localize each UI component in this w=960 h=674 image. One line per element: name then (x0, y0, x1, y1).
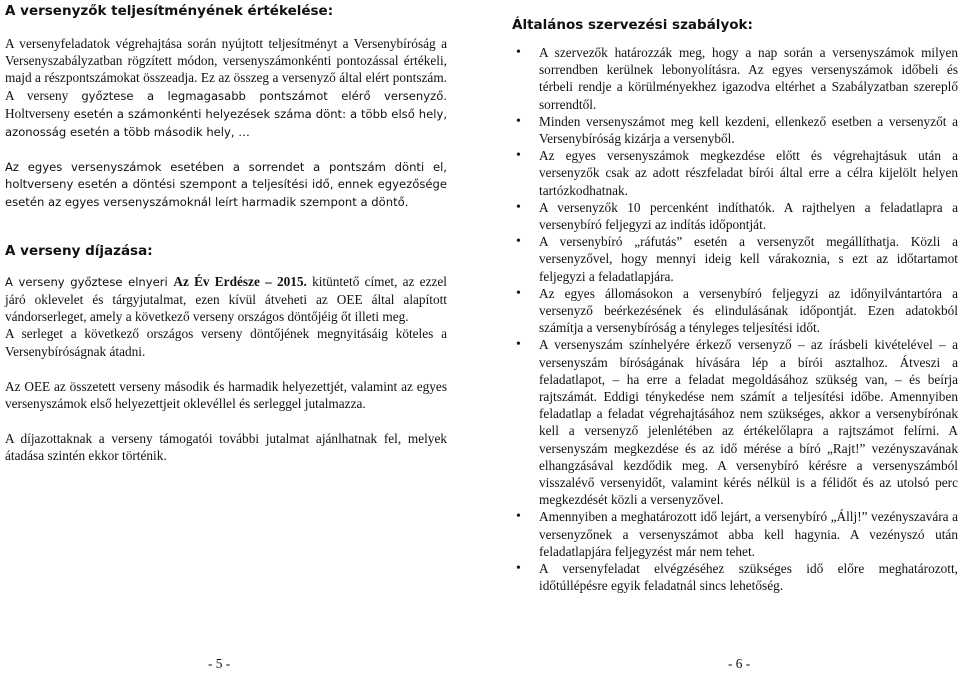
left-page (5, 0, 447, 465)
list-item: • Az egyes versenyszámok megkezdése előtt és végrehajtásuk után a versenyzők csak az adott részfeladat bírói által erre a célra kijelölt helyen tartózkodhatnak. (512, 147, 958, 199)
list-item: • Minden versenyszámot meg kell kezdeni, ellenkező esetben a versenyzőt a Versenybíróság kizárja a versenyből. (512, 113, 958, 147)
paragraph-evaluation (5, 35, 447, 141)
page-number-right: - 6 - (728, 656, 751, 671)
rules-list (512, 44, 958, 595)
list-item: • Az egyes állomásokon a versenybíró feljegyzi az időnyilvántartóra a versenyző beérkezésének és elindulásának időpontját. Ezen adatokból számítja a versenybíróság a tényleges teljesítési időt. (512, 285, 958, 337)
right-page (512, 0, 958, 595)
list-item: • A szervezők határozzák meg, hogy a nap során a versenyszámok milyen sorrendben kerülnek lebonyolításra. Az egyes versenyszámok időbeli és térbeli rendje a körülményekhez igazodva eltérhet a Szabályzatban szereplő sorrendtől. (512, 44, 958, 113)
list-item: • A versenyszám színhelyére érkező versenyző – az írásbeli kivételével – a versenyszám bíróságának hívására lép a bírói asztalhoz. Átveszi a feladatlapot, – ha erre a feladat megoldásához szükség van, – és beírja rajtszámát. Eddigi ténykedése nem számít a teljesítési időbe. Amennyiben feladatlap a feladat végrehajtásához nem szükséges, akkor a versenybírónak kell a versenyző jelenlétében az értékelőlapra a rajtszámot felírni. A versenyszám megkezdése és az idő mérése a bíró „Rajt!” vezényszavának elhangzásával kezdődik meg. A versenybíró kérésre a versenyszámból visszalévő versenyidőt, valamint kérés nélkül is a félidőt és az utolsó perc megkezdését közli a versenyzővel. (512, 336, 958, 508)
list-item: • A versenyzők 10 percenként indíthatók. A rajthelyen a feladatlapra a versenybíró feljegyzi az indítás időpontját. (512, 199, 958, 233)
prize-intro: A verseny győztese elnyeri (5, 274, 174, 289)
list-item: • A versenyfeladat elvégzéséhez szükséges idő előre meghatározott, időtúllépésre egyik feladatnál sincs lehetőség. (512, 560, 958, 594)
page-number-left: - 5 - (208, 656, 231, 671)
evaluation-text: A versenyfeladatok végrehajtása során nyújtott teljesítményt a Versenybíróság a Versenyszabályzatban rögzített módon, versenyszámonkénti pontozással értékeli, majd a részpontszámokat összeadja. Ez az összeg a versenyző által elért pontszám. A verseny (5, 36, 447, 103)
tie-text: Holtverseny (5, 105, 70, 121)
paragraph-order: Az egyes versenyszámok esetében a sorrendet a pontszám dönti el, holtverseny esetén a döntési szempont a teljesítési idő, ennek egyezősége esetén az egyes versenyszámoknál leírt harmadik szempont a döntő. (5, 160, 447, 209)
paragraph-sponsor-awards: A díjazottaknak a verseny támogatói további jutalmat ajánlhatnak fel, melyek átadása szintén ekkor történik. (5, 431, 447, 464)
paragraph-trophy-return: A serleget a következő országos verseny döntőjének megnyitásáig köteles a Versenybíróságnak átadni. (5, 326, 447, 359)
paragraph-runner-up-awards: Az OEE az összetett verseny második és harmadik helyezettjét, valamint az egyes versenyszámok első helyezettjeit oklevéllel és serleggel jutalmazza. (5, 378, 447, 412)
prize-details: kitüntető címet, az ezzel járó oklevelet és tárgyjutalmat, ezen kívül átveheti az OEE által alapított vándorserleget, amely a következő verseny országos döntőjéig őt illeti meg. (5, 273, 447, 325)
tie-rule-text: esetén a számonkénti helyezések száma dönt: a több első hely, azonosság esetén a több második hely, … (5, 106, 447, 140)
award-title: Az Év Erdésze – 2015. (173, 273, 307, 289)
list-item: • Amennyiben a meghatározott idő lejárt, a versenybíró „Állj!” vezényszavára a versenyzőnek a versenyszámot abba kell hagynia. A vezényszó után feladatlapjára feljegyzést már nem tehet. (512, 508, 958, 560)
list-item: • A versenybíró „ráfutás” esetén a versenyzőt megállíthatja. Közli a versenyzővel, hogy mennyi ideig kell várakoznia, s ezt az időtartamot feljegyzi a feladatlapjára. (512, 233, 958, 285)
paragraph-winner-prize (5, 273, 447, 326)
heading-performance-evaluation: A versenyzők teljesítményének értékelése: (5, 3, 334, 19)
heading-general-rules: Általános szervezési szabályok: (512, 17, 753, 33)
heading-awards: A verseny díjazása: (5, 242, 153, 259)
winner-text: győztese a legmagasabb pontszámot elérő versenyző. (81, 88, 447, 103)
